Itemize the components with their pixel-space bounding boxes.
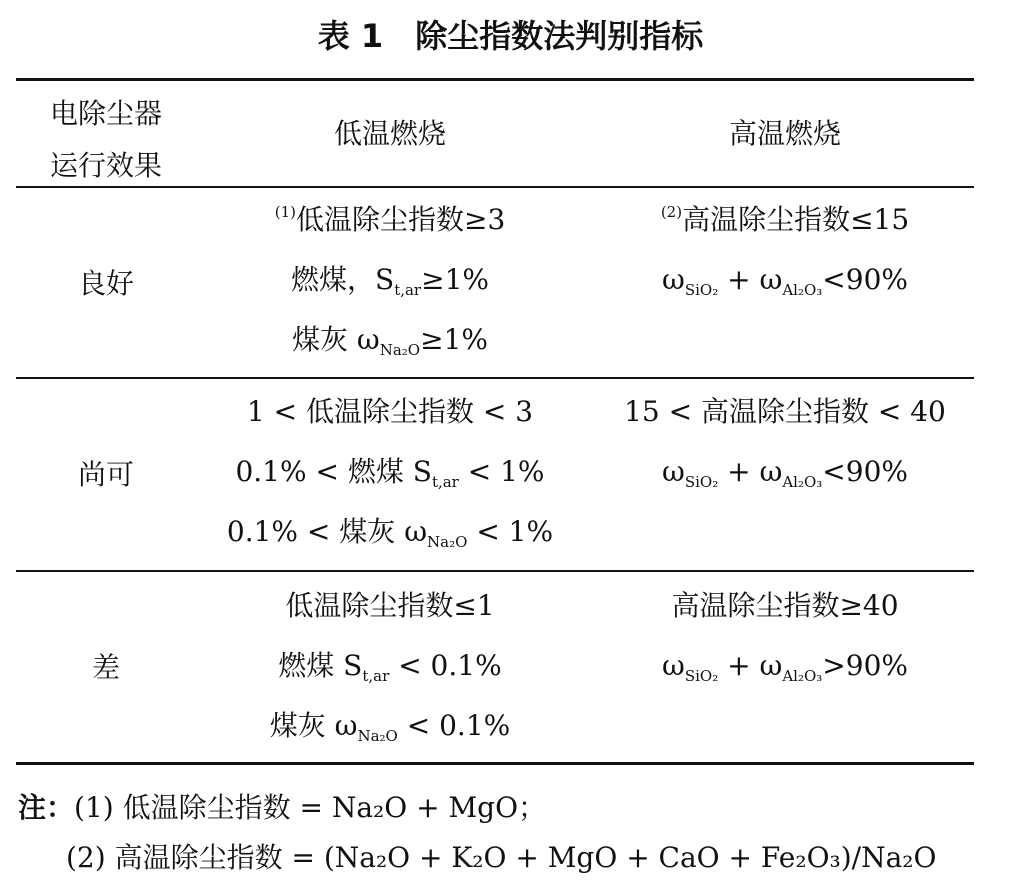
header-effect-line1: 电除尘器 [49, 97, 162, 130]
fair-high-line2: $\omega_{SiO_2} + \omega_{Al_2O_3}<90\%$ [662, 455, 908, 491]
table-title: 表 1 除尘指数法判别指标 [317, 17, 704, 55]
poor-low-line3: 煤灰 $\omega_{Na_2O} < 0.1\%$ [269, 709, 511, 745]
top-rule [16, 78, 974, 81]
fair-low-line2: 0.1% < 燃煤 $S_{t,ar} < 1\%$ [235, 455, 545, 491]
header-rule [16, 186, 974, 188]
good-low-line1: $^{(1)}$低温除尘指数≥3 [274, 203, 506, 236]
poor-low-line1: 低温除尘指数≤1 [285, 589, 495, 622]
row1-rule [16, 377, 974, 379]
fair-low-line1: 1 < 低温除尘指数 < 3 [246, 395, 534, 428]
note-1: 注：(1) 低温除尘指数 = Na₂O + MgO； [18, 791, 547, 824]
fair-high-line1: 15 < 高温除尘指数 < 40 [624, 395, 946, 428]
footnote-mark-2: (2) [660, 203, 683, 221]
footnote-mark-1: (1) [274, 203, 296, 221]
header-low-temp: 低温燃烧 [333, 117, 446, 150]
poor-low-line2: 燃煤 $S_{t,ar} < 0.1\%$ [278, 649, 502, 685]
good-high-line1: $^{(2)}$高温除尘指数≤15 [660, 203, 910, 236]
header-high-temp: 高温燃烧 [728, 117, 841, 150]
poor-high-line1: 高温除尘指数≥40 [671, 589, 899, 622]
fair-low-line3: 0.1% < 煤灰 $\omega_{Na_2O} < 1\%$ [226, 515, 554, 551]
row-label-fair: 尚可 [77, 458, 134, 491]
row2-rule [16, 570, 974, 572]
row-label-poor: 差 [91, 651, 120, 684]
poor-high-line2: $\omega_{SiO_2} + \omega_{Al_2O_3}>90\%$ [662, 649, 908, 685]
header-effect-line2: 运行效果 [49, 149, 162, 182]
header-effect [16, 88, 196, 192]
good-low-line3: 煤灰 $\omega_{Na_2O}\ge 1\%$ [291, 323, 488, 359]
note-prefix: 注： [18, 791, 75, 824]
bottom-rule [16, 762, 974, 765]
row-label-good: 良好 [77, 267, 134, 300]
good-low-line2: 燃煤，$S_{t,ar}\ge 1\%$ [291, 263, 489, 299]
note-2: (2) 高温除尘指数 = (Na₂O + K₂O + MgO + CaO + Fe₂O₃)/Na₂O [66, 841, 937, 874]
good-high-line2: $\omega_{SiO_2} + \omega_{Al_2O_3}<90\%$ [662, 263, 908, 299]
